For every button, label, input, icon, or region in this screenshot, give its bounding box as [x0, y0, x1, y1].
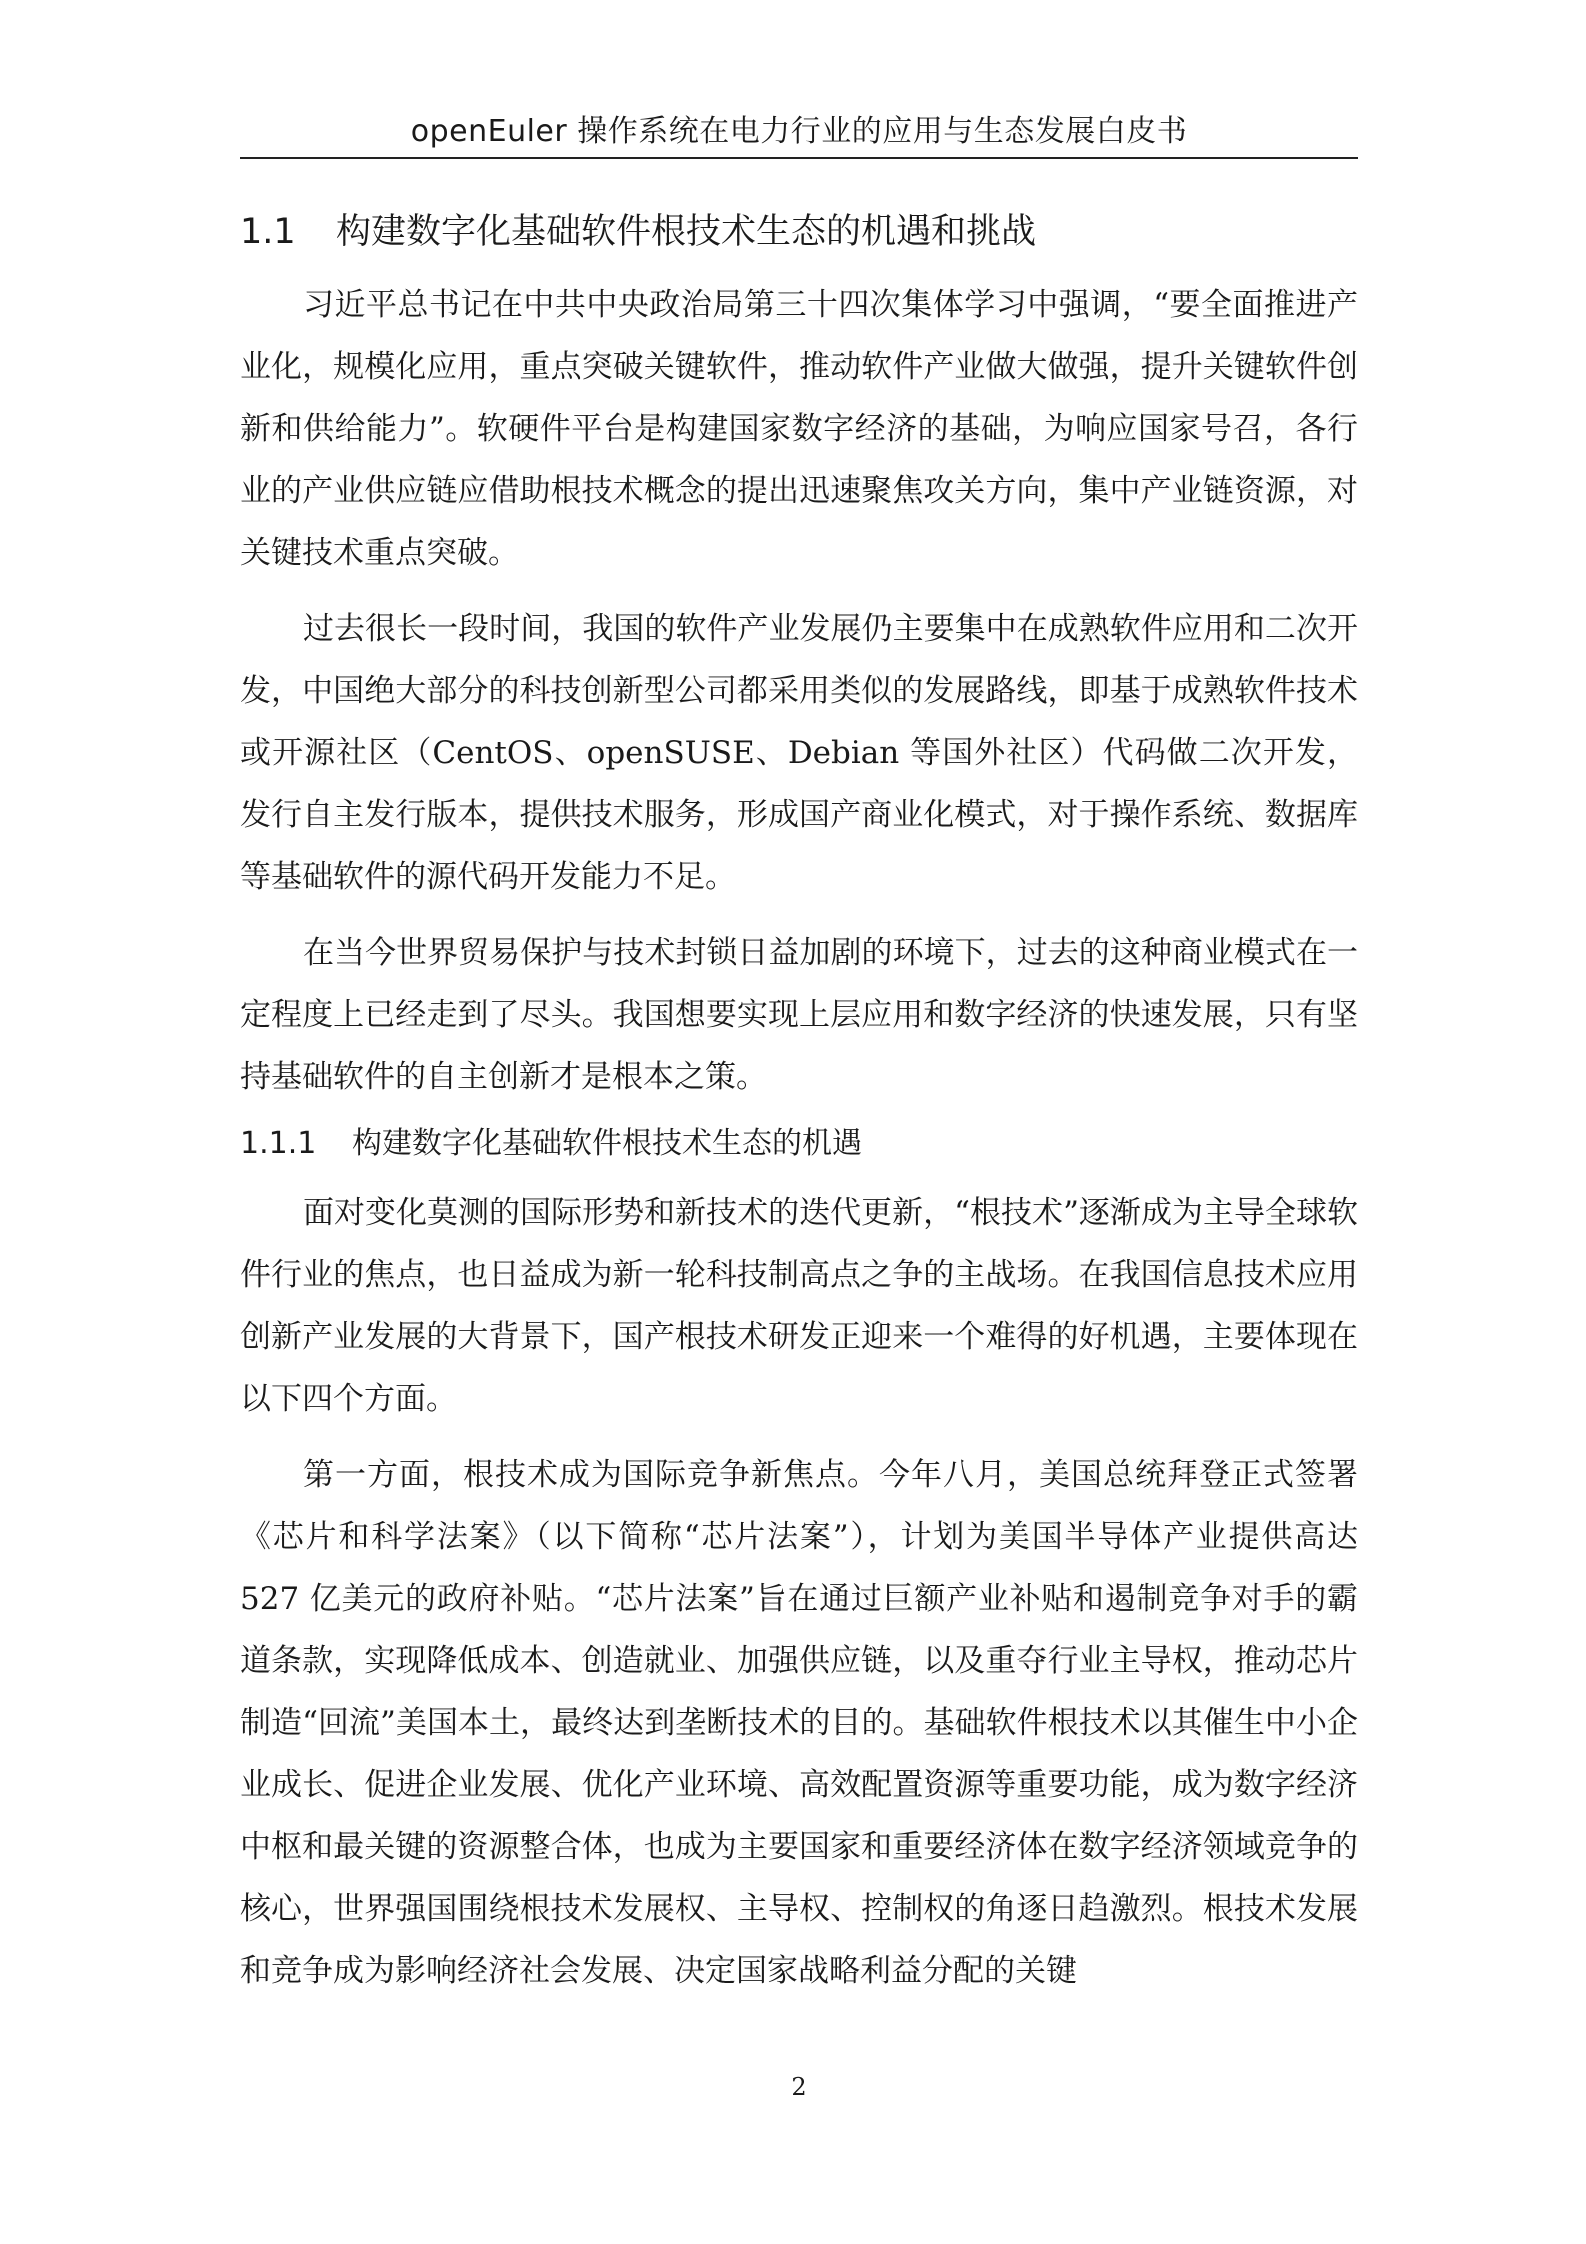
subsection-number: 1.1.1	[240, 1126, 317, 1161]
paragraph: 在当今世界贸易保护与技术封锁日益加剧的环境下，过去的这种商业模式在一定程度上已经走到了尽头。我国想要实现上层应用和数字经济的快速发展，只有坚持基础软件的自主创新才是根本之策。	[240, 935, 1358, 1095]
subsection-title: 构建数字化基础软件根技术生态的机遇	[352, 1126, 862, 1161]
paragraph: 面对变化莫测的国际形势和新技术的迭代更新，“根技术”逐渐成为主导全球软件行业的焦点，也日益成为新一轮科技制高点之争的主战场。在我国信息技术应用创新产业发展的大背景下，国产根技术研发正迎来一个难得的好机遇，主要体现在以下四个方面。	[240, 1195, 1358, 1417]
page-number: 2	[791, 2073, 807, 2101]
page-body	[240, 208, 1358, 2016]
running-header: openEuler 操作系统在电力行业的应用与生态发展白皮书	[410, 114, 1188, 149]
paragraph: 第一方面，根技术成为国际竞争新焦点。今年八月，美国总统拜登正式签署《芯片和科学法案》（以下简称“芯片法案”），计划为美国半导体产业提供高达 527 亿美元的政府补贴。“芯片法案”旨在通过巨额产业补贴和遏制竞争对手的霸道条款，实现降低成本、创造就业、加强供应链，以及重夺行业主导权，推动芯片制造“回流”美国本土，最终达到垄断技术的目的。基础软件根技术以其催生中小企业成长、促进企业发展、优化产业环境、高效配置资源等重要功能，成为数字经济中枢和最关键的资源整合体，也成为主要国家和重要经济体在数字经济领域竞争的核心，世界强国围绕根技术发展权、主导权、控制权的角逐日趋激烈。根技术发展和竞争成为影响经济社会发展、决定国家战略利益分配的关键	[240, 1457, 1358, 1989]
section-number: 1.1	[240, 212, 296, 252]
section-heading	[240, 208, 1358, 256]
subsection-heading	[240, 1122, 1358, 1166]
header-divider	[240, 157, 1358, 159]
paragraph: 过去很长一段时间，我国的软件产业发展仍主要集中在成熟软件应用和二次开发，中国绝大部分的科技创新型公司都采用类似的发展路线，即基于成熟软件技术或开源社区（CentOS、openSUSE、Debian 等国外社区）代码做二次开发，发行自主发行版本，提供技术服务，形成国产商业化模式，对于操作系统、数据库等基础软件的源代码开发能力不足。	[240, 611, 1358, 895]
section-title: 构建数字化基础软件根技术生态的机遇和挑战	[336, 212, 1037, 252]
paragraph: 习近平总书记在中共中央政治局第三十四次集体学习中强调，“要全面推进产业化，规模化应用，重点突破关键软件，推动软件产业做大做强，提升关键软件创新和供给能力”。软硬件平台是构建国家数字经济的基础，为响应国家号召，各行业的产业供应链应借助根技术概念的提出迅速聚焦攻关方向，集中产业链资源，对关键技术重点突破。	[240, 287, 1358, 571]
